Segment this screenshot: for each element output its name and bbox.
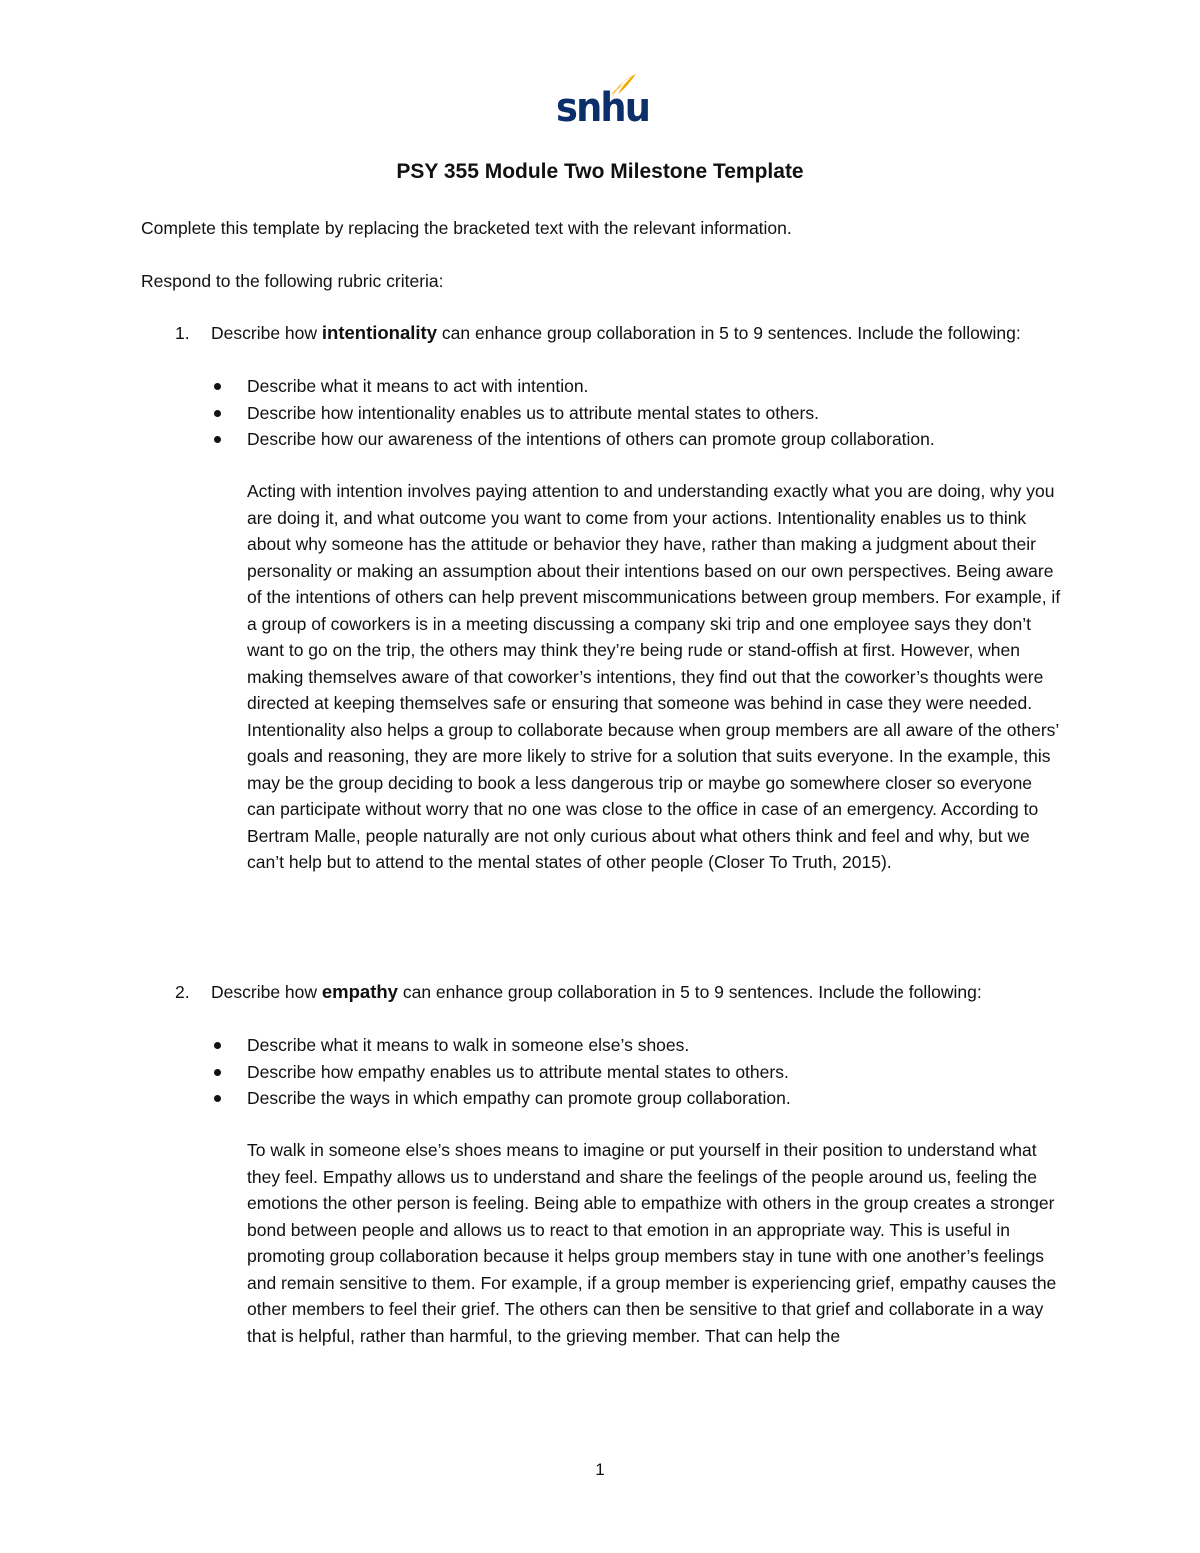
item-prompt: [211, 320, 1071, 347]
intro-text: Complete this template by replacing the bracketed text with the relevant information.: [141, 218, 792, 238]
bullet-list-2: [211, 1032, 1071, 1112]
bullet-item: Describe what it means to walk in someone else’s shoes.: [211, 1032, 1071, 1059]
bullet-item: Describe what it means to act with intention.: [211, 373, 1071, 400]
bullet-item: Describe the ways in which empathy can promote group collaboration.: [211, 1085, 1071, 1112]
item-number: 2.: [175, 982, 190, 1002]
prompt-keyword: intentionality: [321, 322, 438, 343]
bullet-item: Describe how intentionality enables us to attribute mental states to others.: [211, 400, 1071, 427]
prompt-prefix: Describe how: [211, 323, 322, 343]
bullet-list-1: [211, 373, 1071, 453]
item-prompt: [211, 979, 1071, 1006]
prompt-prefix: Describe how: [211, 982, 322, 1002]
page-title: PSY 355 Module Two Milestone Template: [396, 160, 804, 183]
answer-paragraph-1: Acting with intention involves paying attention to and understanding exactly what you are doing, why you are doing it, and what outcome you want to come from your actions. Intentionality enables us to think about why someone has the attitude or behavior they have, rather than making a judgment about their personality or making an assumption about their intentions based on our own perspectives. Being aware of the intentions of others can help prevent miscommunications between group members. For example, if a group of coworkers is in a meeting discussing a company ski trip and one employee says they don’t want to go on the trip, the others may think they’re being rude or stand-offish at first. However, when making themselves aware of that coworker’s intentions, they find out that the coworker’s thoughts were directed at keeping themselves safe or ensuring that someone was behind in case they were needed. Intentionality also helps a group to collaborate because when group members are all aware of the others’ goals and reasoning, they are more likely to strive for a solution that suits everyone. In the example, this may be the group deciding to book a less dangerous trip or maybe go somewhere closer so everyone can participate without worry that no one was close to the office in case of an emergency. According to Bertram Malle, people naturally are not only curious about what others think and feel and why, but we can’t help but to attend to the mental states of other people (Closer To Truth, 2015).: [247, 481, 1061, 872]
answer-paragraph-2: To walk in someone else’s shoes means to imagine or put yourself in their position to understand what they feel. Empathy allows us to understand and share the feelings of the people around us, feeling the emotions the other person is feeling. Being able to empathize with others in the group creates a stronger bond between people and allows us to react to that emotion in an appropriate way. This is useful in promoting group collaboration because it helps group members stay in tune with one another’s feelings and remain sensitive to them. For example, if a group member is experiencing grief, empathy causes the other members to feel their grief. The others can then be sensitive to that grief and collaborate in a way that is helpful, rather than harmful, to the grieving member. That can help the: [247, 1140, 1057, 1346]
bullet-item: Describe how empathy enables us to attribute mental states to others.: [211, 1059, 1071, 1086]
snhu-logo: [548, 68, 648, 136]
item-number: 1.: [175, 323, 190, 343]
respond-text: Respond to the following rubric criteria:: [141, 271, 444, 291]
prompt-suffix: can enhance group collaboration in 5 to 9 sentences. Include the following:: [397, 982, 982, 1002]
prompt-suffix: can enhance group collaboration in 5 to 9 sentences. Include the following:: [437, 323, 1021, 343]
prompt-keyword: empathy: [321, 981, 398, 1002]
logo-wordmark: snhu: [556, 85, 650, 131]
bullet-item: Describe how our awareness of the intentions of others can promote group collaboration.: [211, 426, 1071, 453]
page-number: 1: [595, 1460, 605, 1479]
